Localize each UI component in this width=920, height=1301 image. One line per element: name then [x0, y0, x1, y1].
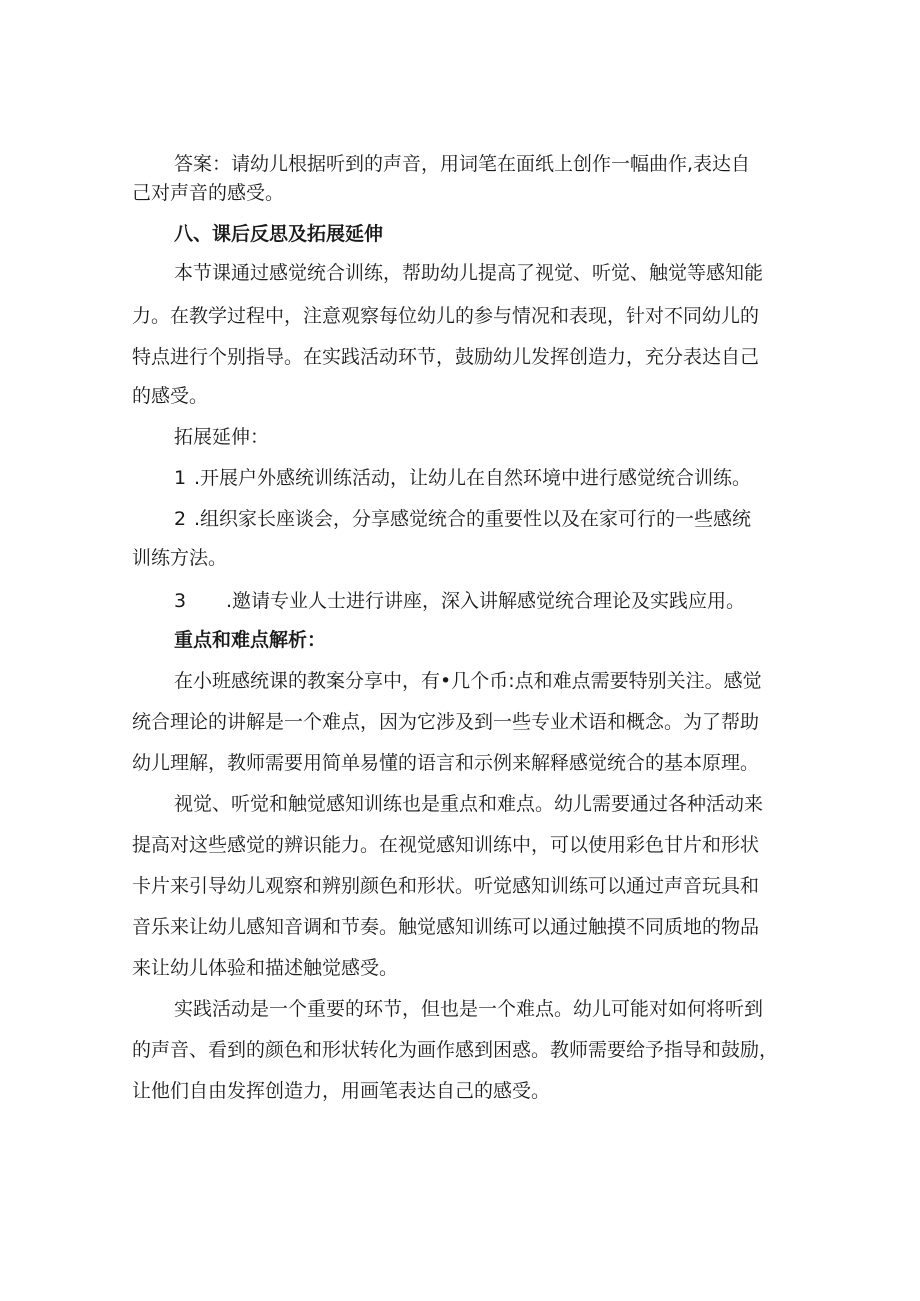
extension-item-text: .组织家长座谈会，分享感觉统合的重要性以及在家可行的一些感统: [194, 508, 752, 530]
answer-line-2: [0, 181, 920, 205]
reflection-text-1: 本节课通过感觉统合训练，帮助幼儿提高了视觉、听觉、触觉等感知能: [174, 262, 764, 284]
para3-line-3: [0, 1079, 920, 1103]
para2-line-5: [0, 956, 920, 980]
extension-item-number: 1: [174, 467, 187, 489]
para2-line-2: [0, 833, 920, 857]
section-heading-text: 八、课后反思及拓展延伸: [174, 223, 384, 245]
para1-text-1: 在小班感统课的教案分享中，有•几个币:点和难点需要特别关注。感觉: [174, 670, 762, 692]
key-points-heading-text: 重点和难点解析：: [174, 629, 327, 651]
extension-item-number: 2: [174, 508, 187, 530]
para1-line-2: [0, 710, 920, 734]
reflection-line-1: [0, 261, 920, 285]
extension-item-3: [0, 589, 920, 613]
reflection-text-3: 特点进行个别指导。在实践活动环节，鼓励幼儿发挥创造力，充分表达自己: [132, 346, 760, 368]
para3-line-2: [0, 1038, 920, 1062]
extension-label-text: 拓展延伸：: [174, 426, 270, 448]
answer-text-2: 己对声音的感受。: [132, 182, 285, 204]
extension-item-2-cont: [0, 546, 920, 570]
key-points-heading: [0, 628, 920, 652]
extension-item-text: 训练方法。: [132, 547, 228, 569]
reflection-line-4: [0, 384, 920, 408]
reflection-line-3: [0, 345, 920, 369]
para3-text-3: 让他们自由发挥创造力，用画笔表达自己的感受。: [132, 1080, 551, 1102]
extension-item-2: [0, 507, 920, 531]
para3-line-1: [0, 997, 920, 1021]
para2-line-4: [0, 915, 920, 939]
para2-line-3: [0, 874, 920, 898]
reflection-text-2: 力。在教学过程中，注意观察每位幼儿的参与情况和表现，针对不同幼儿的: [132, 305, 760, 327]
extension-item-text: .开展户外感统训练活动，让幼儿在自然环境中进行感觉统合训练。: [194, 467, 752, 489]
para1-line-3: [0, 751, 920, 775]
para1-line-1: [0, 669, 920, 693]
para2-text-1: 视觉、听觉和触觉感知训练也是重点和难点。幼儿需要通过各种活动来: [174, 793, 764, 815]
extension-item-number: 3: [174, 590, 187, 612]
extension-item-text: .邀请专业人士进行讲座，深入讲解感觉统合理论及实践应用。: [226, 590, 746, 612]
reflection-line-2: [0, 304, 920, 328]
para2-text-5: 来让幼儿体验和描述触觉感受。: [132, 957, 399, 979]
extension-label: [0, 425, 920, 449]
answer-text-1: 答案：请幼儿根据听到的声音，用词笔在面纸上创作一幅曲作,表达自: [174, 153, 751, 175]
para2-line-1: [0, 792, 920, 816]
para1-text-2: 统合理论的讲解是一个难点，因为它涉及到一些专业术语和概念。为了帮助: [132, 711, 760, 733]
extension-item-1: [0, 466, 920, 490]
para2-text-2: 提高对这些感觉的辨识能力。在视觉感知训练中，可以使用彩色甘片和形状: [132, 834, 760, 856]
para1-text-3: 幼儿理解，教师需要用简单易懂的语言和示例来解释感觉统合的基本原理。: [132, 752, 760, 774]
para2-text-4: 音乐来让幼儿感知音调和节奏。触觉感知训练可以通过触摸不同质地的物品: [132, 916, 760, 938]
para2-text-3: 卡片来引导幼儿观察和辨别颜色和形状。听觉感知训练可以通过声音玩具和: [132, 875, 760, 897]
para3-text-1: 实践活动是一个重要的环节，但也是一个难点。幼儿可能对如何将听到: [174, 998, 764, 1020]
section-heading: [0, 222, 920, 246]
para3-text-2: 的声音、看到的颜色和形状转化为画作感到困惑。教师需要给予指导和鼓励，: [132, 1039, 779, 1061]
reflection-text-4: 的感受。: [132, 385, 209, 407]
answer-line-1: [0, 152, 920, 176]
